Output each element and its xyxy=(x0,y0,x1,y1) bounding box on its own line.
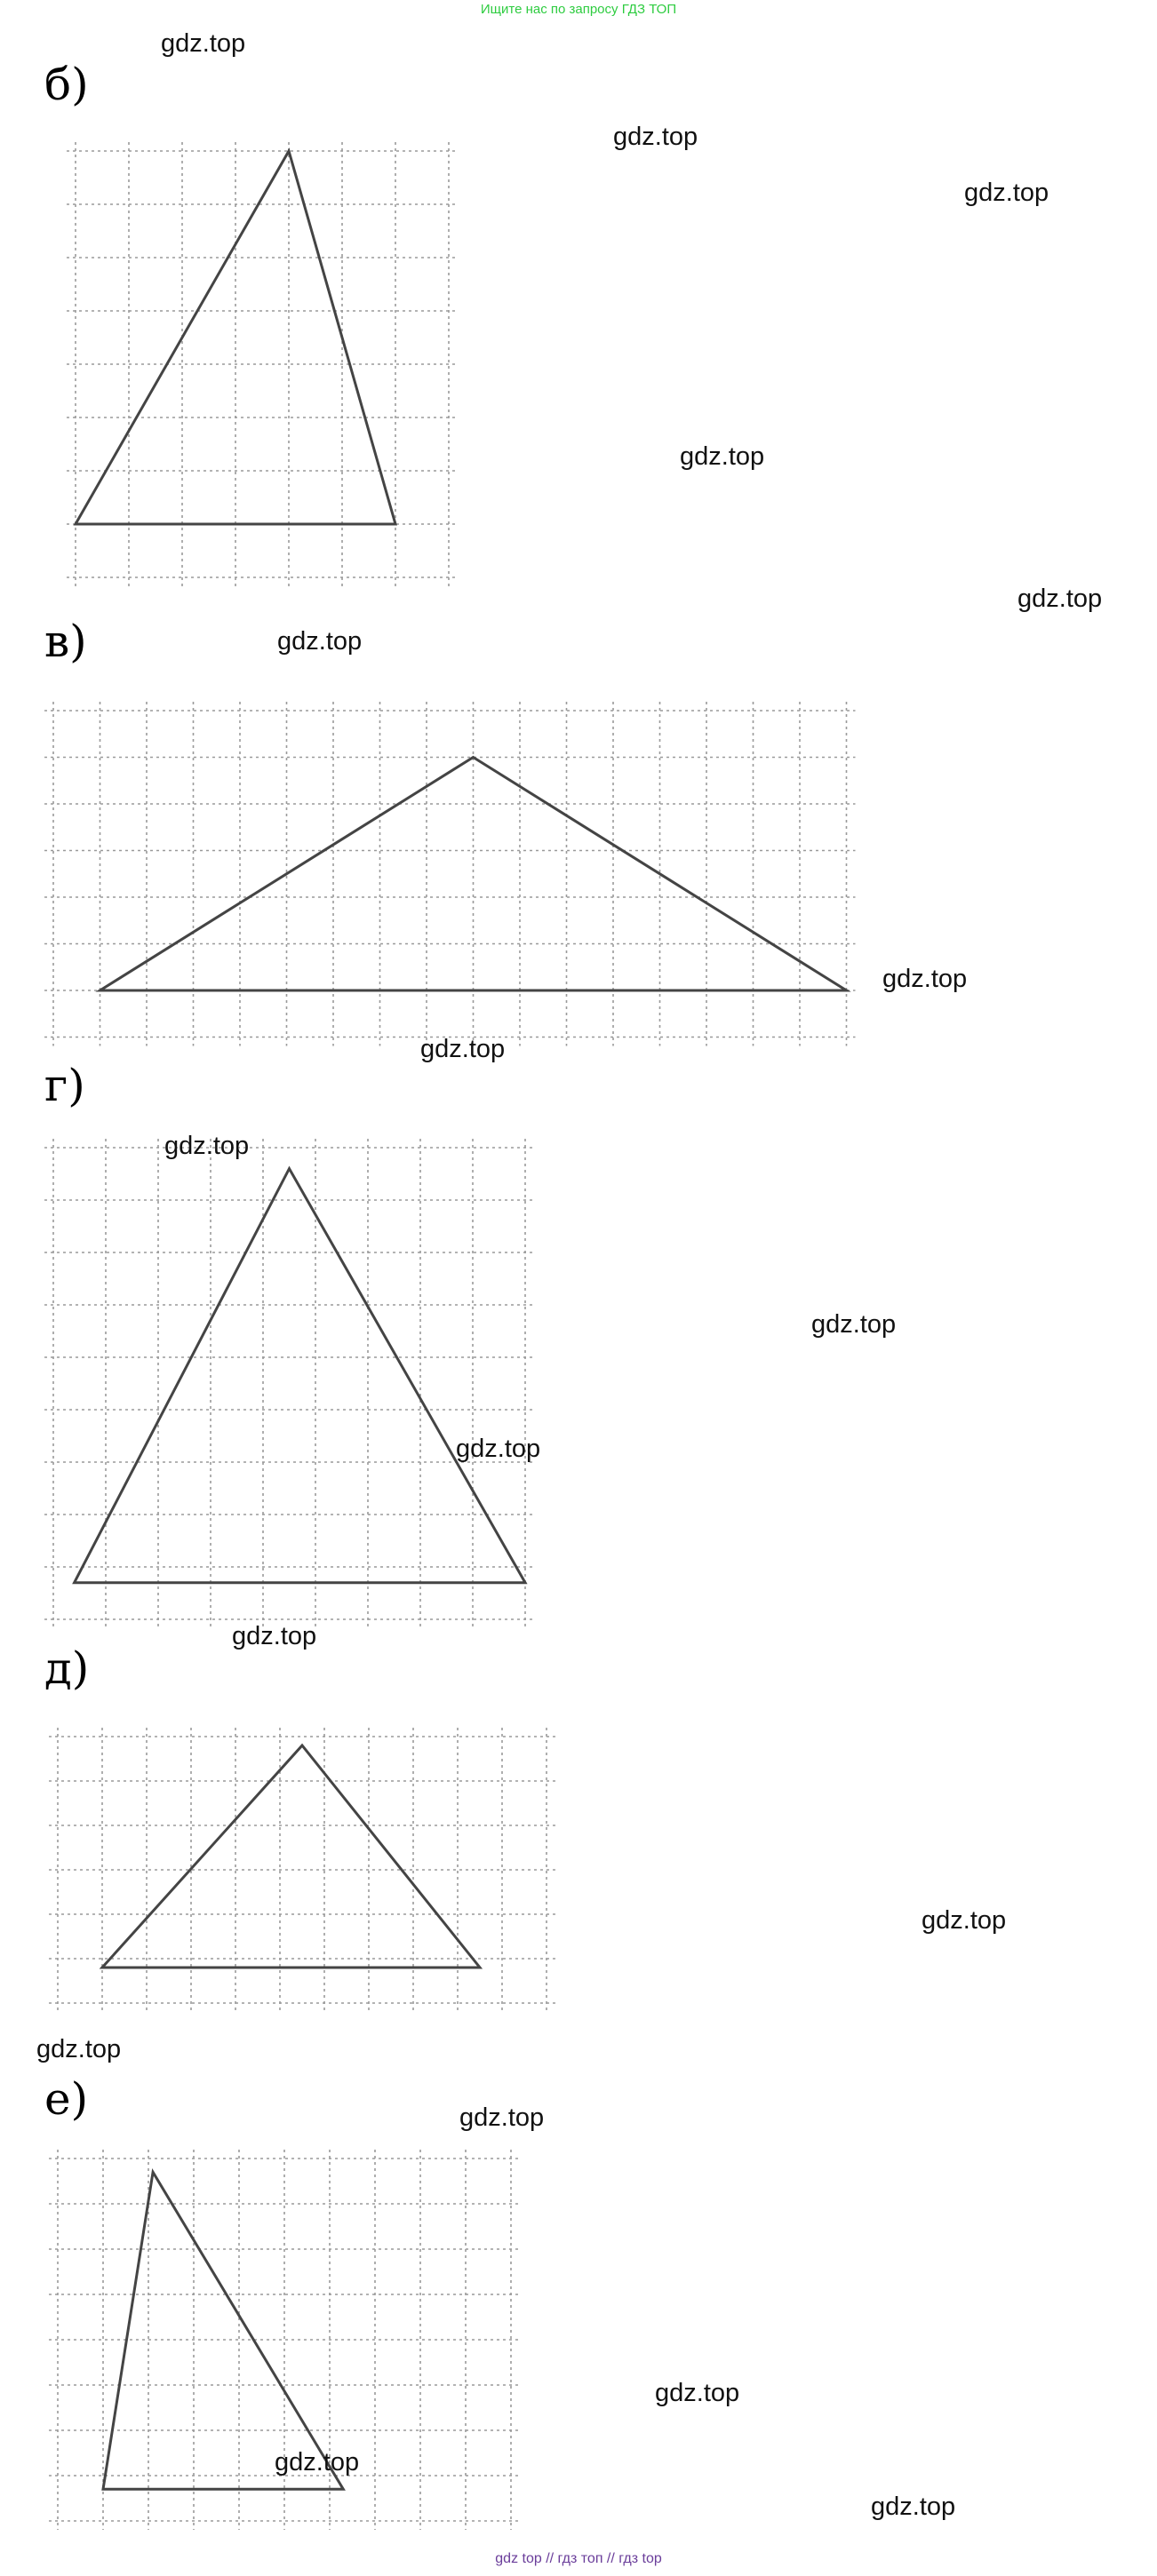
watermark: gdz.top xyxy=(922,1906,1007,1935)
watermark: gdz.top xyxy=(680,442,765,471)
watermark: gdz.top xyxy=(164,1132,250,1160)
watermark: gdz.top xyxy=(613,123,698,151)
watermark: gdz.top xyxy=(161,29,246,58)
watermark: gdz.top xyxy=(964,179,1049,207)
section-label-d: д) xyxy=(44,1642,90,1694)
triangle-grid-b xyxy=(67,142,431,586)
section-label-e: е) xyxy=(44,2073,89,2125)
watermark: gdz.top xyxy=(1017,584,1103,613)
triangle-grid-v xyxy=(44,702,862,1030)
section-label-b: б) xyxy=(44,59,89,110)
watermark: gdz.top xyxy=(275,2448,360,2477)
triangle xyxy=(100,758,847,991)
watermark: gdz.top xyxy=(871,2493,956,2521)
watermark: gdz.top xyxy=(882,965,968,993)
triangle xyxy=(102,1745,480,1968)
triangle-grid-d xyxy=(49,1728,547,2030)
watermark: gdz.top xyxy=(420,1035,506,1063)
watermark: gdz.top xyxy=(459,2103,545,2132)
triangle-grid-g xyxy=(44,1139,542,1618)
watermark: gdz.top xyxy=(36,2035,122,2063)
triangle xyxy=(75,1169,525,1583)
watermark: gdz.top xyxy=(232,1622,317,1650)
watermark: gdz.top xyxy=(277,627,363,656)
watermark: gdz.top xyxy=(811,1310,897,1339)
section-label-g: г) xyxy=(44,1060,85,1111)
watermark: gdz.top xyxy=(456,1435,541,1463)
search-hint-header: Ищите нас по запросу ГДЗ ТОП xyxy=(480,2,677,17)
watermark: gdz.top xyxy=(655,2379,740,2407)
triangle xyxy=(103,2172,343,2489)
section-label-v: в) xyxy=(44,616,87,667)
footer-watermark: gdz top // гдз топ // гдз top xyxy=(495,2551,662,2566)
